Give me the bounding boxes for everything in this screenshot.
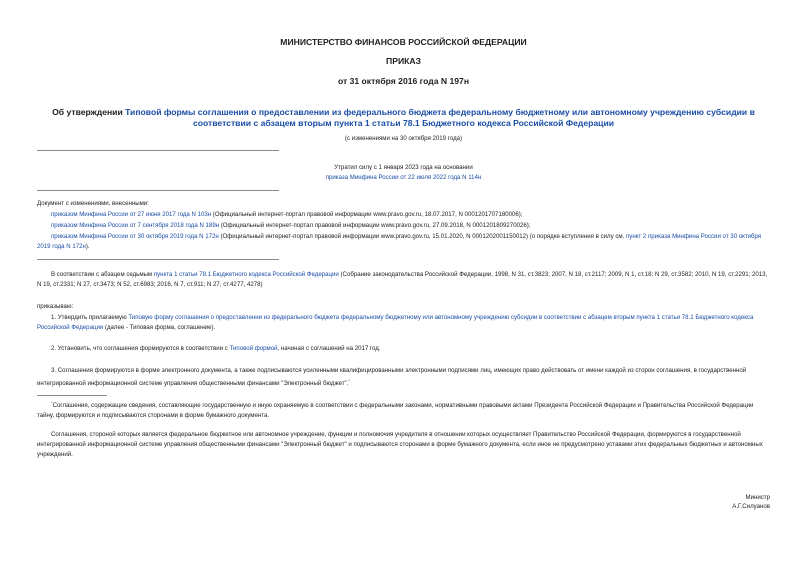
ministry-heading: МИНИСТЕРСТВО ФИНАНСОВ РОССИЙСКОЙ ФЕДЕРАЦИИ [280,37,527,47]
divider [37,190,279,191]
footnote-mark: * [348,378,350,383]
footnote-mark: * [51,400,53,405]
doc-date-number: от 31 октября 2016 года N 197н [337,76,470,86]
edition-note: (с изменениями на 30 октября 2019 года) [344,135,463,142]
change-order-link[interactable]: приказом Минфина России от 30 октября 2019 года N 172н [51,233,219,240]
doc-type-heading: ПРИКАЗ [386,56,421,66]
expired-order-link[interactable]: приказа Минфина России от 22 июля 2022 года N 114н [325,174,482,181]
divider [37,150,279,151]
budget-code-link[interactable]: пункта 1 статьи 78.1 Бюджетного кодекса Российской Федерации [153,271,339,278]
title-prefix: Об утверждении [52,107,126,117]
changes-item: приказом Минфина России от 27 июня 2017 года N 103н (Официальный интернет-портал правовой информации www.pravo.gov.ru, 18.07.2017, N 0001201707180006); [51,211,523,218]
signature-position: Министр [745,494,770,501]
expired-note: Утратил силу с 1 января 2023 года на основании [334,164,473,171]
title-form-link[interactable]: Типовой формы соглашения о предоставлении из федерального бюджета федеральному бюджетному или автономному учреждению субсидии в соответствии с абзацем вторым пункта 1 статьи 78.1 Бюджетного кодекса Российской Федерации [125,107,755,128]
form-link[interactable]: Типовой формой [229,345,278,352]
order-word: приказываю: [37,303,74,310]
signature-name: А.Г.Силуанов [732,503,770,510]
document-title [30,107,777,129]
change-order-link[interactable]: приказом Минфина России от 27 июня 2017 года N 103н [51,211,212,218]
changes-item: приказом Минфина России от 7 сентября 2018 года N 189н (Официальный интернет-портал правовой информации www.pravo.gov.ru, 27.09.2018, N 0001201809270026); [51,222,531,229]
paragraph-3: 3. Соглашения формируются в форме электронного документа, а также подписываются усиленными квалифицированными электронными подписями лиц, имеющих право действовать от имени каждой из сторон соглашения, в государственной интегрированной информационной системе управления общественными финансами "Электронный бюджет".* [37,367,747,388]
change-order-link[interactable]: приказом Минфина России от 7 сентября 2018 года N 189н [51,222,220,229]
basis-paragraph: В соответствии с абзацем седьмым пункта 1 статьи 78.1 Бюджетного кодекса Российской Федерации (Собрание законодательства Российской Федерации, 1998, N 31, ст.3823; 2007, N 18, ст.2117; 2009, N 1, ст.18; N 29, ст.3582; 2010, N 19, ст.2291; 2013, N 19, ст.2331; N 27, ст.3473; N 52, ст.6983; 2016, N 7, ст.911; N 27, ст.4277, 4278) [37,271,768,288]
paragraph-1: 1. Утвердить прилагаемую Типовую форму соглашения о предоставлении из федерального бюджета федеральному бюджетному или автономному учреждению субсидии в соответствии с абзацем вторым пункта 1 статьи 78.1 Бюджетного кодекса Российской Федерации (далее - Типовая форма, соглашение). [37,314,754,331]
footnote-divider [37,395,107,396]
footnote-1: *Соглашения, содержащие сведения, составляющие государственную и иную охраняемую в соответствии с федеральными законами, нормативными правовыми актами Президента Российской Федерации и Правительства Российской Федерации тайну, формируются и подписываются сторонами в форме бумажного документа. [37,400,754,420]
divider [37,259,279,260]
changes-intro: Документ с изменениями, внесенными: [37,200,149,207]
form-link[interactable]: Типовую форму соглашения о предоставлении из федерального бюджета федеральному бюджетному или автономному учреждению субсидии в соответствии с абзацем вторым пункта 1 статьи 78.1 Бюджетного кодекса Российской Федерации [37,314,754,331]
changes-item: приказом Минфина России от 30 октября 2019 года N 172н (Официальный интернет-портал правовой информации www.pravo.gov.ru, 15.01.2020, N 0001202001150012) (о порядке вступления в силу см. пункт 2 приказа Минфина России от 30 октября 2019 года N 172н). [37,233,762,250]
paragraph-2: 2. Установить, что соглашения формируются в соответствии с Типовой формой, начиная с соглашений на 2017 год. [51,345,381,352]
entry-into-force-link[interactable]: пункт 2 приказа Минфина России от 30 октября 2019 года N 172н [37,233,762,250]
footnote-2: Соглашения, стороной которых является федеральное бюджетное или автономное учреждение, функции и полномочия учредителя в отношении которых осуществляет Правительство Российской Федерации, формируются в государственной интегрированной информационной системе управления общественными финансами "Электронный бюджет" и подписываются сторонами в форме бумажного документа, если иное не предусмотрено уставами этих федеральных бюджетных и автономных учреждений. [37,431,763,458]
